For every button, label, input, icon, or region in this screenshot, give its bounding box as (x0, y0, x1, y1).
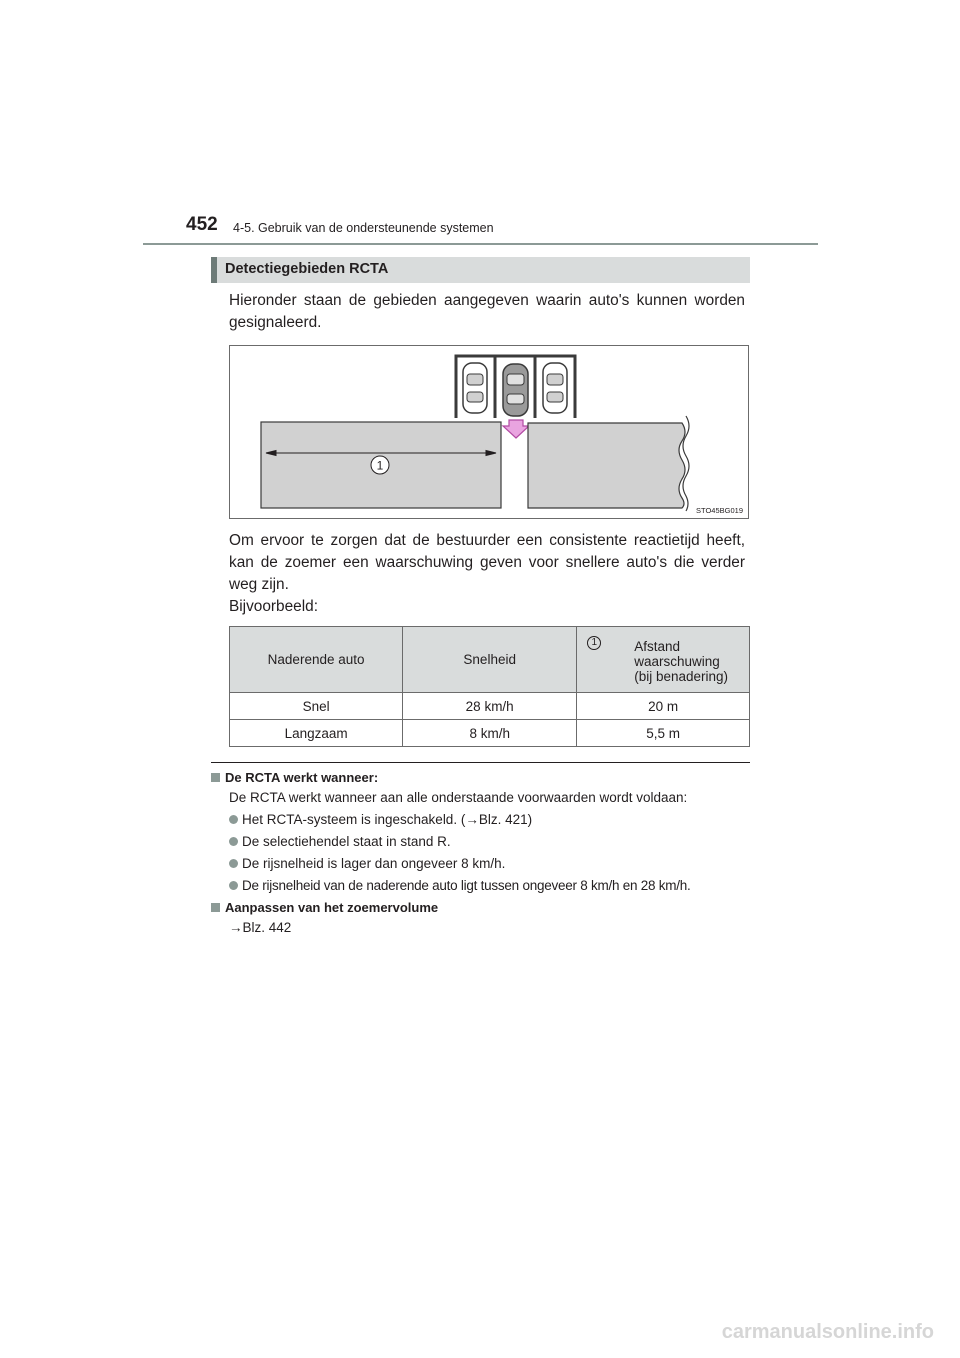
explanation-paragraph: Om ervoor te zorgen dat de bestuurder een consistente reactietijd heeft, kan de zoemer een waarschuwing geven voor snellere auto's die verder weg zijn. (229, 532, 745, 593)
condition-text: De selectiehendel staat in stand R. (242, 834, 451, 849)
header-distance-label: Afstand waarschuwing (bij benadering) (634, 638, 729, 684)
intro-paragraph: Hieronder staan de gebieden aangegeven waarin auto's kunnen worden gesignaleerd. (229, 292, 745, 331)
speed-distance-table (229, 626, 750, 747)
table-header-cell (577, 627, 750, 693)
table-header-cell: Snelheid (403, 627, 577, 693)
square-bullet-icon (211, 773, 220, 782)
detection-zone-right (528, 423, 685, 508)
condition-item (229, 878, 691, 893)
table-cell: 20 m (577, 693, 750, 720)
condition-text: De rijsnelheid van de naderende auto ligt tussen ongeveer 8 km/h en 28 km/h. (242, 878, 691, 893)
volume-heading (211, 900, 438, 915)
table-header-row (230, 627, 750, 693)
condition-item (229, 856, 505, 871)
table-cell: 28 km/h (403, 693, 577, 720)
bullet-icon (229, 859, 238, 868)
section-heading-accent (211, 257, 217, 283)
works-heading (211, 770, 378, 785)
reference-arrow-icon: → (465, 812, 479, 827)
page-number: 452 (186, 214, 218, 235)
page-reference-link[interactable]: Blz. 421) (478, 812, 533, 827)
table-row (230, 720, 750, 747)
table-row (230, 693, 750, 720)
rcta-detection-figure (229, 345, 749, 519)
condition-item (229, 812, 532, 827)
table-cell: 5,5 m (577, 720, 750, 747)
section-heading-bar (211, 257, 750, 283)
table-cell: Langzaam (230, 720, 403, 747)
parking-diagram (230, 346, 748, 518)
table-cell: 8 km/h (403, 720, 577, 747)
table-header-cell: Naderende auto (230, 627, 403, 693)
works-heading-text: De RCTA werkt wanneer: (225, 770, 379, 785)
watermark (0, 1321, 960, 1344)
bullet-icon (229, 881, 238, 890)
parked-car-left (463, 363, 487, 413)
callout-label: 1 (376, 458, 384, 473)
page-reference-link[interactable]: Blz. 442 (242, 920, 292, 935)
notes-rule (211, 762, 750, 763)
condition-item (229, 834, 451, 849)
bullet-icon (229, 815, 238, 824)
header-rule (143, 243, 818, 245)
parked-car-right (543, 363, 567, 413)
volume-reference (229, 920, 291, 935)
square-bullet-icon (211, 903, 220, 912)
condition-text: De rijsnelheid is lager dan ongeveer 8 km/h. (242, 856, 506, 871)
example-label: Bijvoorbeeld: (229, 598, 318, 615)
figure-code: STO45BG019 (696, 506, 743, 515)
bullet-icon (229, 837, 238, 846)
header-callout: 1 (587, 636, 601, 650)
running-head: 4-5. Gebruik van de ondersteunende systemen (233, 221, 494, 235)
volume-heading-text: Aanpassen van het zoemervolume (225, 900, 439, 915)
watermark-text: carmanualsonline.info (721, 1321, 934, 1343)
condition-text: Het RCTA-systeem is ingeschakeld. ( (242, 812, 466, 827)
table-cell: Snel (230, 693, 403, 720)
reference-arrow-icon: → (229, 920, 243, 935)
section-title: Detectiegebieden RCTA (225, 261, 389, 277)
own-vehicle (503, 364, 528, 416)
works-text: De RCTA werkt wanneer aan alle onderstaande voorwaarden wordt voldaan: (229, 790, 688, 805)
reverse-arrow-icon (503, 420, 529, 438)
